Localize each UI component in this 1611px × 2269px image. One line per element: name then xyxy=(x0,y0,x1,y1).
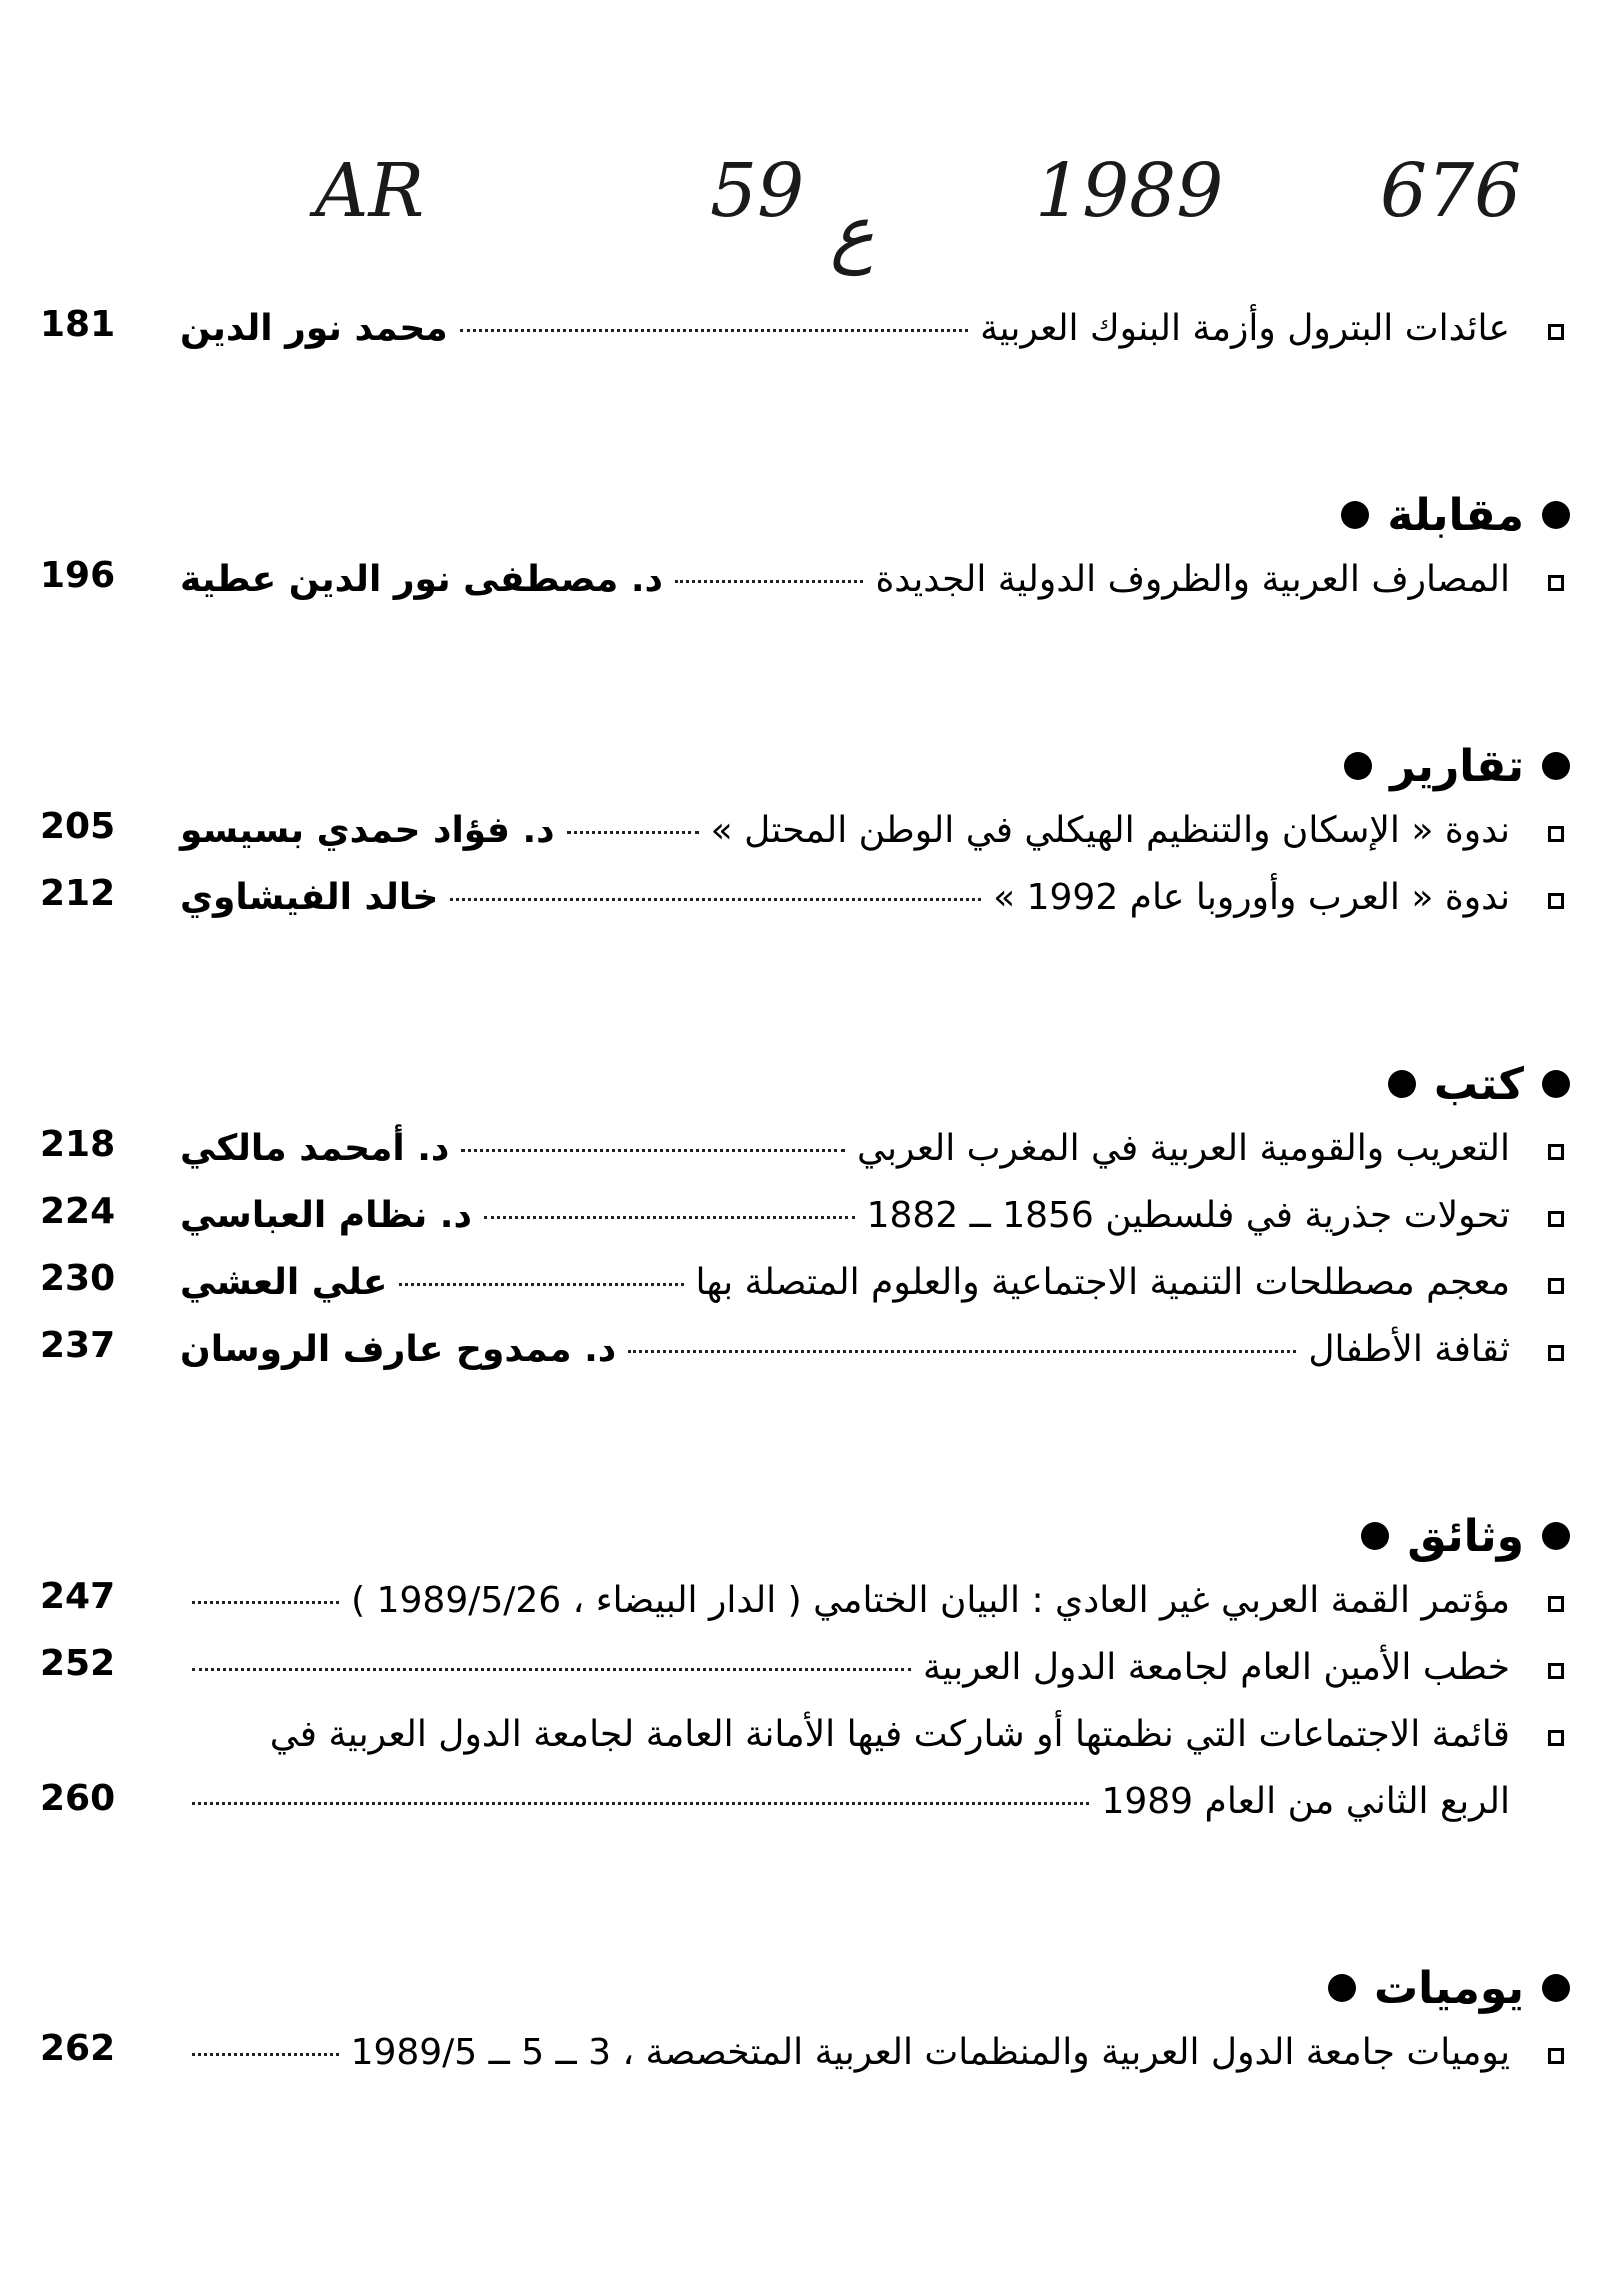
entry-title: معجم مصطلحات التنمية الاجتماعية والعلوم المتصلة بها xyxy=(695,1262,1510,1303)
entry-page-number: 237 xyxy=(40,1325,116,1366)
dot-leader xyxy=(460,329,969,332)
table-of-contents xyxy=(40,300,1570,2091)
entry-title: المصارف العربية والظروف الدولية الجديدة xyxy=(875,559,1510,600)
handwritten-note: ع xyxy=(830,190,875,276)
toc-entry[interactable] xyxy=(40,1639,1570,1706)
toc-entry[interactable] xyxy=(40,1254,1570,1321)
dot-leader xyxy=(450,898,981,901)
entry-title: خطب الأمين العام لجامعة الدول العربية xyxy=(923,1647,1510,1688)
entry-author: د. فؤاد حمدي بسيسو xyxy=(180,810,555,851)
toc-entry[interactable] xyxy=(40,1321,1570,1388)
dot-leader xyxy=(484,1216,855,1219)
bullet-icon xyxy=(1341,501,1369,529)
toc-section-books xyxy=(40,1048,1570,1388)
entry-title: عائدات البترول وأزمة البنوك العربية xyxy=(980,308,1510,349)
entry-author: خالد الفيشاوي xyxy=(180,877,439,918)
toc-entry[interactable] xyxy=(40,551,1570,618)
bullet-icon xyxy=(1542,1522,1570,1550)
toc-entry[interactable] xyxy=(40,1187,1570,1254)
dot-leader xyxy=(675,580,863,583)
checkbox-icon xyxy=(1548,2048,1564,2064)
toc-entry[interactable] xyxy=(40,300,1570,367)
bullet-icon xyxy=(1328,1974,1356,2002)
section-heading xyxy=(40,1952,1570,2024)
checkbox-icon xyxy=(1548,826,1564,842)
toc-section-reports xyxy=(40,730,1570,936)
bullet-icon xyxy=(1542,752,1570,780)
dot-leader xyxy=(567,831,699,834)
checkbox-icon xyxy=(1548,1211,1564,1227)
bullet-icon xyxy=(1542,501,1570,529)
toc-entry[interactable] xyxy=(40,802,1570,869)
handwritten-annotations xyxy=(300,148,1530,276)
checkbox-icon xyxy=(1548,1596,1564,1612)
handwritten-note: 1989 xyxy=(1035,148,1224,234)
entry-author: د. أمحمد مالكي xyxy=(180,1128,450,1169)
entry-page-number: 181 xyxy=(40,304,116,345)
section-heading xyxy=(40,730,1570,802)
entry-title: ندوة « العرب وأوروبا عام 1992 » xyxy=(993,877,1510,918)
entry-author: د. ممدوح عارف الروسان xyxy=(180,1329,617,1370)
handwritten-note: 59 xyxy=(710,148,805,234)
section-heading xyxy=(40,1500,1570,1572)
toc-entry[interactable] xyxy=(40,1572,1570,1639)
entry-page-number: 260 xyxy=(40,1778,116,1819)
bullet-icon xyxy=(1361,1522,1389,1550)
entry-page-number: 230 xyxy=(40,1258,116,1299)
bullet-icon xyxy=(1344,752,1372,780)
dot-leader xyxy=(192,1601,339,1604)
toc-section-continued xyxy=(40,300,1570,367)
entry-title: تحولات جذرية في فلسطين 1856 ــ 1882 xyxy=(866,1195,1510,1236)
toc-section-interview xyxy=(40,479,1570,618)
entry-author: محمد نور الدين xyxy=(180,308,448,349)
toc-section-documents xyxy=(40,1500,1570,1840)
bullet-icon xyxy=(1542,1070,1570,1098)
checkbox-icon xyxy=(1548,1144,1564,1160)
section-heading xyxy=(40,1048,1570,1120)
section-title: يوميات xyxy=(1373,1962,1524,2014)
entry-page-number: 205 xyxy=(40,806,116,847)
entry-page-number: 218 xyxy=(40,1124,116,1165)
dot-leader xyxy=(192,1802,1089,1805)
section-title: وثائق xyxy=(1407,1510,1524,1562)
entry-page-number: 262 xyxy=(40,2028,116,2069)
entry-title: مؤتمر القمة العربي غير العادي : البيان الختامي ( الدار البيضاء ، 1989/5/26 ) xyxy=(351,1580,1510,1621)
checkbox-icon xyxy=(1548,1278,1564,1294)
toc-section-diaries xyxy=(40,1952,1570,2091)
entry-page-number: 252 xyxy=(40,1643,116,1684)
entry-title: قائمة الاجتماعات التي نظمتها أو شاركت فيها الأمانة العامة لجامعة الدول العربية في xyxy=(269,1714,1510,1755)
entry-page-number: 224 xyxy=(40,1191,116,1232)
checkbox-icon xyxy=(1548,1730,1564,1746)
checkbox-icon xyxy=(1548,575,1564,591)
handwritten-note: 676 xyxy=(1380,148,1522,234)
entry-title: ندوة « الإسكان والتنظيم الهيكلي في الوطن المحتل » xyxy=(710,810,1510,851)
toc-entry[interactable] xyxy=(40,2024,1570,2091)
entry-title: التعريب والقومية العربية في المغرب العربي xyxy=(857,1128,1510,1169)
checkbox-icon xyxy=(1548,893,1564,909)
bullet-icon xyxy=(1542,1974,1570,2002)
entry-title-continued: الربع الثاني من العام 1989 xyxy=(1101,1781,1510,1822)
checkbox-icon xyxy=(1548,324,1564,340)
entry-author: د. نظام العباسي xyxy=(180,1195,472,1236)
dot-leader xyxy=(461,1149,845,1152)
entry-page-number: 212 xyxy=(40,873,116,914)
section-title: كتب xyxy=(1433,1058,1524,1110)
dot-leader xyxy=(628,1350,1296,1353)
dot-leader xyxy=(192,2053,339,2056)
handwritten-note: AR xyxy=(315,148,425,234)
entry-page-number: 247 xyxy=(40,1576,116,1617)
entry-author: د. مصطفى نور الدين عطية xyxy=(180,559,664,600)
section-title: تقارير xyxy=(1390,740,1524,792)
checkbox-icon xyxy=(1548,1663,1564,1679)
entry-page-number: 196 xyxy=(40,555,116,596)
entry-title: ثقافة الأطفال xyxy=(1308,1329,1510,1370)
toc-entry[interactable] xyxy=(40,869,1570,936)
entry-title: يوميات جامعة الدول العربية والمنظمات العربية المتخصصة ، 3 ــ 5 ــ 1989/5 xyxy=(350,2032,1510,2073)
dot-leader xyxy=(192,1668,911,1671)
toc-entry[interactable] xyxy=(40,1706,1570,1840)
dot-leader xyxy=(399,1283,683,1286)
section-title: مقابلة xyxy=(1387,489,1524,541)
toc-entry[interactable] xyxy=(40,1120,1570,1187)
section-heading xyxy=(40,479,1570,551)
entry-author: علي العشي xyxy=(180,1262,388,1303)
checkbox-icon xyxy=(1548,1345,1564,1361)
bullet-icon xyxy=(1388,1070,1416,1098)
